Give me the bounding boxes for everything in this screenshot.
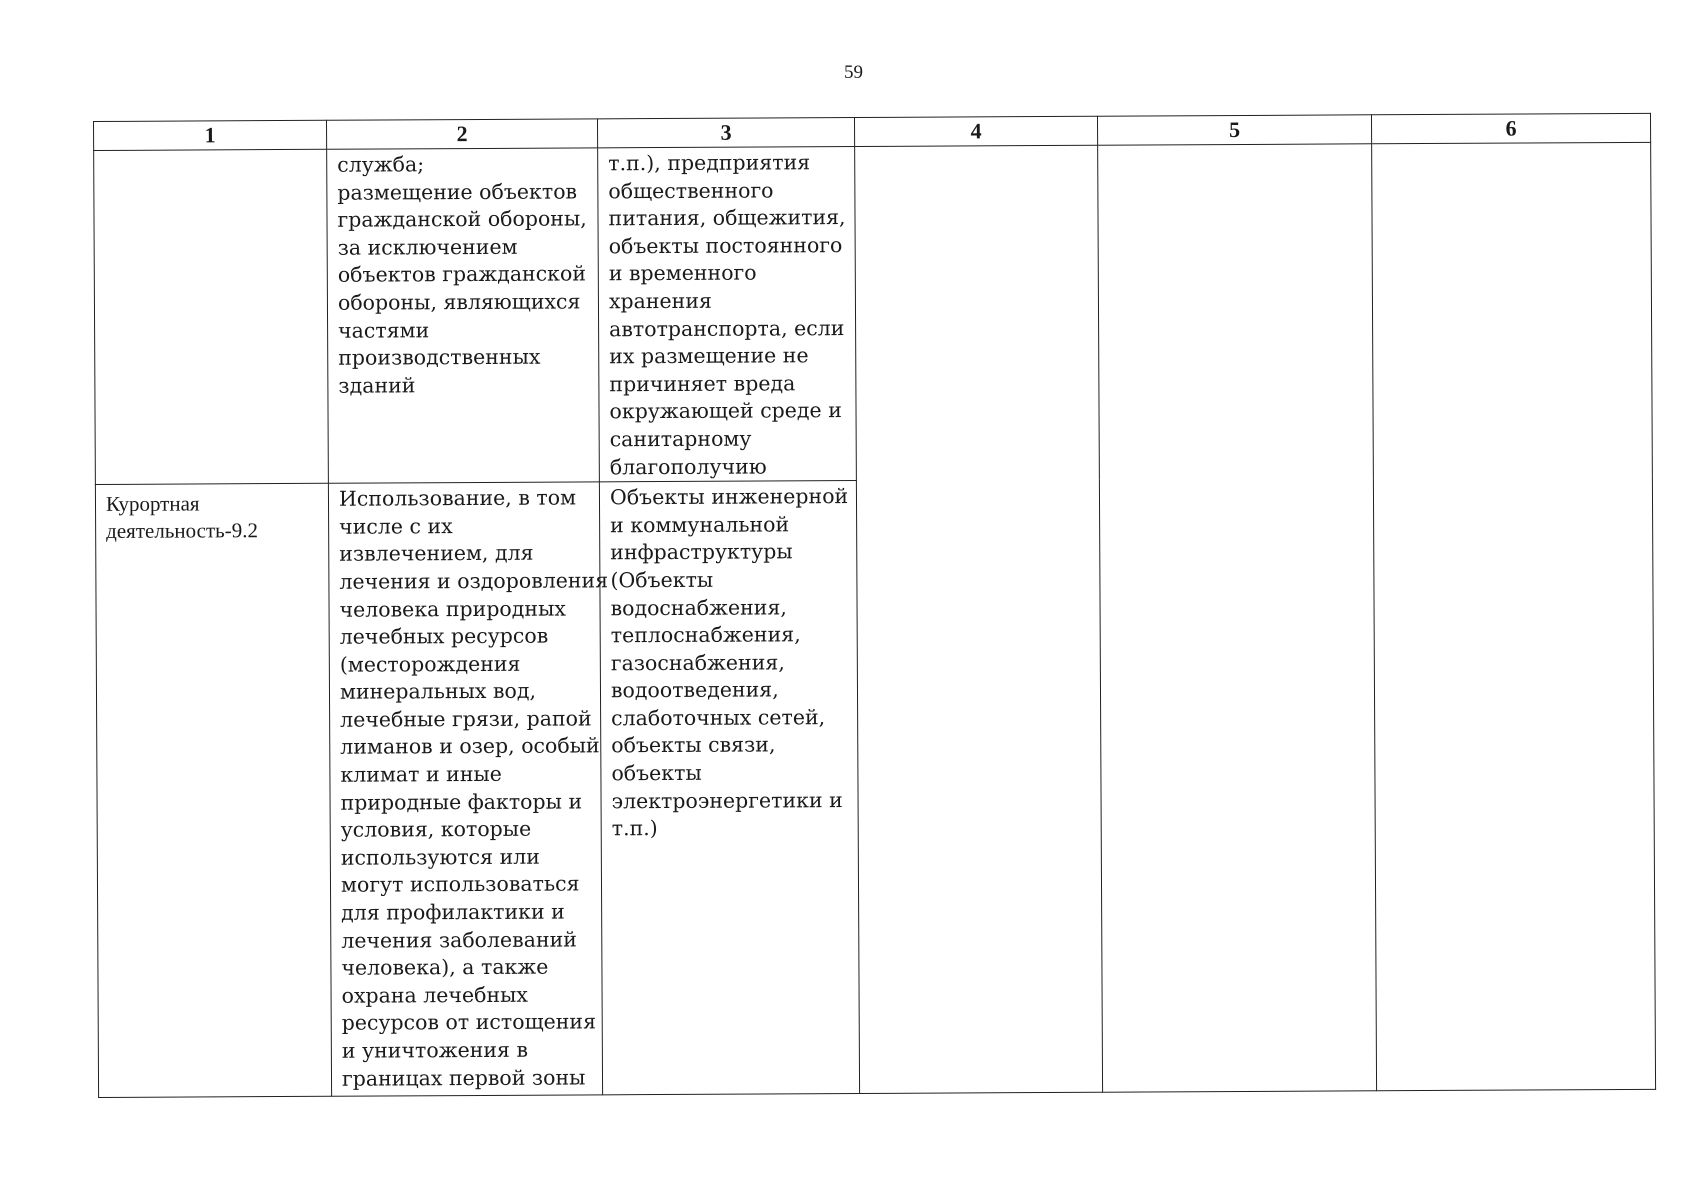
column-header: 3 (597, 118, 854, 148)
text-line: зданий (338, 373, 416, 398)
cell-use-type (94, 149, 329, 484)
text-line: объекты (611, 760, 702, 786)
text-line: за исключением (337, 234, 518, 260)
text-line: извлечением, для (339, 541, 534, 567)
text-line: т.п.) (611, 816, 658, 841)
text-line: обороны, являющихся (337, 289, 581, 315)
text-line: объекты связи, (611, 732, 776, 758)
cell-text (600, 481, 858, 843)
cell-description (328, 482, 609, 1096)
text-line: границах первой зоны (341, 1065, 586, 1091)
cell-col-6 (1372, 142, 1656, 1091)
text-line: природные факторы и (340, 789, 583, 815)
text-line: ресурсов от истощения (341, 1009, 597, 1036)
text-line: объекты постоянного (608, 232, 843, 259)
column-header: 4 (854, 116, 1097, 146)
text-line: т.п.), предприятия (608, 150, 811, 176)
text-line: (Объекты (610, 567, 714, 593)
text-line: благополучию (609, 454, 767, 479)
page-number: 59 (844, 62, 863, 83)
cell-text (94, 150, 326, 157)
text-line: лечения и оздоровления (339, 568, 609, 594)
text-line: и временного (608, 260, 757, 286)
text-line: гражданской обороны, (337, 206, 587, 232)
text-line: инфраструктуры (610, 539, 793, 565)
column-header: 2 (326, 119, 597, 149)
text-line: водоотведения, (610, 677, 779, 703)
cell-permitted-objects (599, 481, 859, 1095)
text-line: частями (338, 317, 430, 343)
cell-text (96, 484, 328, 545)
text-line: Использование, в том (338, 485, 577, 511)
text-line: теплоснабжения, (610, 622, 801, 648)
text-line: причиняет вреда (609, 371, 796, 397)
text-line: для профилактики и (341, 899, 565, 925)
text-line: окружающей среде и (609, 398, 842, 424)
column-header: 1 (93, 120, 326, 150)
cell-col-4 (855, 145, 1103, 1093)
text-line: Объекты инженерной (609, 484, 849, 510)
cell-description (327, 148, 600, 484)
text-line: электроэнергетики и (611, 787, 843, 813)
column-header: 5 (1097, 115, 1371, 145)
table-row (94, 142, 1653, 484)
text-line: производственных (338, 344, 541, 370)
text-line: условия, которые (340, 816, 532, 842)
text-line: служба; (337, 152, 425, 177)
text-line: объектов гражданской (337, 261, 587, 288)
text-line: общественного (608, 178, 774, 203)
text-line: Курортная (105, 491, 200, 517)
text-line: и коммунальной (610, 512, 790, 538)
text-line: человека природных (339, 596, 566, 622)
text-line: используются или (340, 844, 540, 870)
land-use-table (93, 113, 1656, 1098)
text-line: лечебных ресурсов (339, 623, 549, 649)
text-line: могут использоваться (340, 871, 580, 898)
text-line: газоснабжения, (610, 650, 785, 675)
text-line: лиманов и озер, особый (340, 733, 600, 760)
text-line: человека), а также (341, 954, 549, 980)
text-line: водоснабжения, (610, 594, 787, 620)
column-header: 6 (1371, 113, 1650, 143)
text-line: (месторождения (339, 651, 521, 677)
cell-use-type (95, 483, 331, 1097)
text-line: размещение объектов (337, 179, 578, 205)
cell-text (329, 482, 609, 1092)
cell-permitted-objects (598, 147, 857, 482)
text-line: климат и иные (340, 761, 502, 787)
text-line: автотранспорта, если (609, 315, 845, 341)
text-line: слаботочных сетей, (611, 705, 826, 731)
text-line: и уничтожения в (341, 1037, 529, 1063)
text-line: охрана лечебных (341, 982, 529, 1008)
text-line: минеральных вод, (339, 678, 537, 704)
cell-text (598, 147, 856, 481)
text-line: хранения (608, 288, 712, 314)
text-line: лечебные грязи, рапой (340, 706, 592, 732)
text-line: питания, общежития, (608, 205, 846, 231)
text-line: лечения заболеваний (341, 927, 577, 953)
text-line: санитарному (609, 426, 752, 452)
text-line: числе с их (339, 513, 453, 539)
cell-col-5 (1098, 144, 1377, 1093)
text-line: деятельность-9.2 (106, 518, 259, 544)
text-line: их размещение не (609, 343, 809, 369)
cell-text (327, 148, 598, 400)
